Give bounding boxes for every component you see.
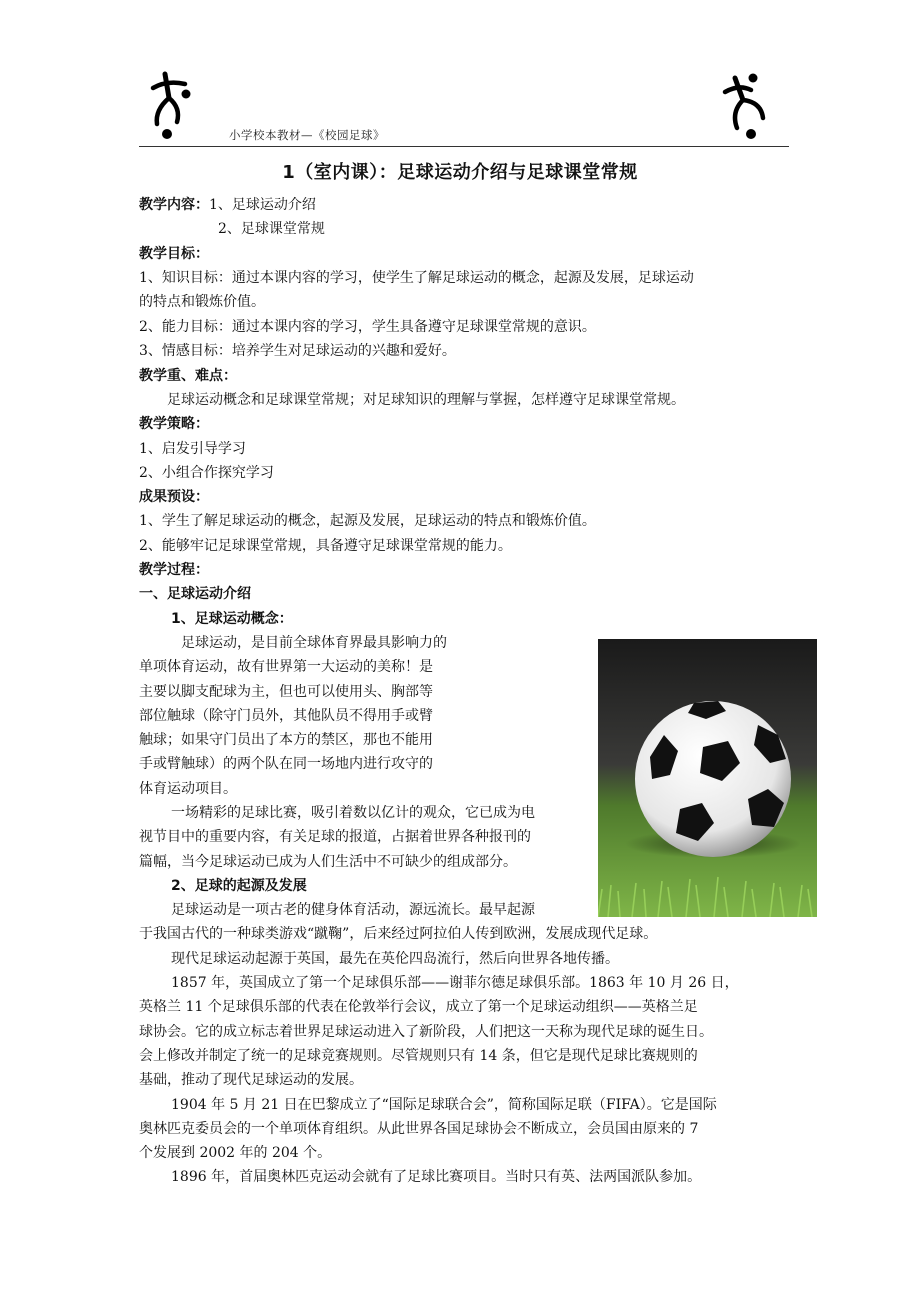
paragraph-line: 一场精彩的足球比赛，吸引着数以亿计的观众，它已成为电 [171,805,535,821]
outcome-item: 1、学生了解足球运动的概念，起源及发展，足球运动的特点和锻炼价值。 [139,513,596,529]
football-player-pictogram-icon [145,68,193,142]
strategy-item: 1、启发引导学习 [139,441,246,457]
paragraph-line: 1896 年，首届奥林匹克运动会就有了足球比赛项目。当时只有英、法两国派队参加。 [171,1169,702,1185]
paragraph-line: 个发展到 2002 年的 204 个。 [139,1145,332,1161]
header-caption: 小学校本教材—《校园足球》 [229,128,385,142]
subsection-heading: 1、足球运动概念： [171,611,293,627]
keypoints-heading: 教学重、难点： [139,368,237,384]
objective-line: 1、知识目标：通过本课内容的学习，使学生了解足球运动的概念，起源及发展，足球运动 [139,270,694,286]
paragraph-line: 基础，推动了现代足球运动的发展。 [139,1072,363,1088]
paragraph-line: 体育运动项目。 [139,781,237,797]
objectives-heading: 教学目标： [139,246,209,262]
soccer-ball-photo [598,639,817,917]
paragraph-line: 主要以脚支配球为主，但也可以使用头、胸部等 [139,684,433,700]
page-header [139,64,789,147]
process-heading: 教学过程： [139,562,209,578]
paragraph-line: 足球运动是一项古老的健身体育活动，源远流长。最早起源 [171,902,535,918]
outcome-item: 2、能够牢记足球课堂常规，具备遵守足球课堂常规的能力。 [139,538,512,554]
strategy-heading: 教学策略： [139,416,209,432]
paragraph-line: 英格兰 11 个足球俱乐部的代表在伦敦举行会议，成立了第一个足球运动组织——英格兰足 [139,999,698,1015]
paragraph-line: 单项体育运动，故有世界第一大运动的美称！是 [139,659,433,675]
paragraph-line: 篇幅，当今足球运动已成为人们生活中不可缺少的组成部分。 [139,854,517,870]
paragraph-line: 于我国古代的一种球类游戏“蹴鞠”，后来经过阿拉伯人传到欧洲，发展成现代足球。 [139,926,658,942]
objective-line: 3、情感目标：培养学生对足球运动的兴趣和爱好。 [139,343,456,359]
paragraph-line: 1904 年 5 月 21 日在巴黎成立了“国际足球联合会”，简称国际足联（FIFA）。它是国际 [171,1097,717,1113]
paragraph-line: 奥林匹克委员会的一个单项体育组织。从此世界各国足球协会不断成立，会员国由原来的 7 [139,1121,699,1137]
paragraph-line: 现代足球运动起源于英国，最先在英伦四岛流行，然后向世界各地传播。 [171,951,619,967]
content-item: 2、足球课堂常规 [218,221,325,237]
paragraph-line: 1857 年，英国成立了第一个足球俱乐部——谢菲尔德足球俱乐部。1863 年 10 月 26 日， [171,975,739,991]
paragraph-line: 部位触球（除守门员外，其他队员不得用手或臂 [139,708,433,724]
football-player-pictogram-icon [721,68,769,142]
paragraph-line: 足球运动，是目前全球体育界最具影响力的 [181,635,447,651]
strategy-item: 2、小组合作探究学习 [139,465,274,481]
paragraph-line: 球协会。它的成立标志着世界足球运动进入了新阶段，人们把这一天称为现代足球的诞生日。 [139,1024,713,1040]
section-heading: 一、足球运动介绍 [139,586,251,602]
paragraph-line: 会上修改并制定了统一的足球竞赛规则。尽管规则只有 14 条，但它是现代足球比赛规则的 [139,1048,698,1064]
paragraph-line: 触球；如果守门员出了本方的禁区，那也不能用 [139,732,433,748]
objective-line: 2、能力目标：通过本课内容的学习，学生具备遵守足球课堂常规的意识。 [139,319,596,335]
paragraph-line: 手或臂触球）的两个队在同一场地内进行攻守的 [139,756,433,772]
subsection-heading: 2、足球的起源及发展 [171,878,307,894]
lesson-title: 1（室内课）：足球运动介绍与足球课堂常规 [282,162,638,183]
content-label: 教学内容： [139,197,209,213]
outcomes-heading: 成果预设： [139,489,209,505]
keypoints-text: 足球运动概念和足球课堂常规；对足球知识的理解与掌握，怎样遵守足球课堂常规。 [167,392,685,408]
content-row [139,196,316,214]
paragraph-line: 视节目中的重要内容，有关足球的报道，占据着世界各种报刊的 [139,829,531,845]
objective-line: 的特点和锻炼价值。 [139,294,265,310]
content-item: 1、足球运动介绍 [209,197,316,213]
